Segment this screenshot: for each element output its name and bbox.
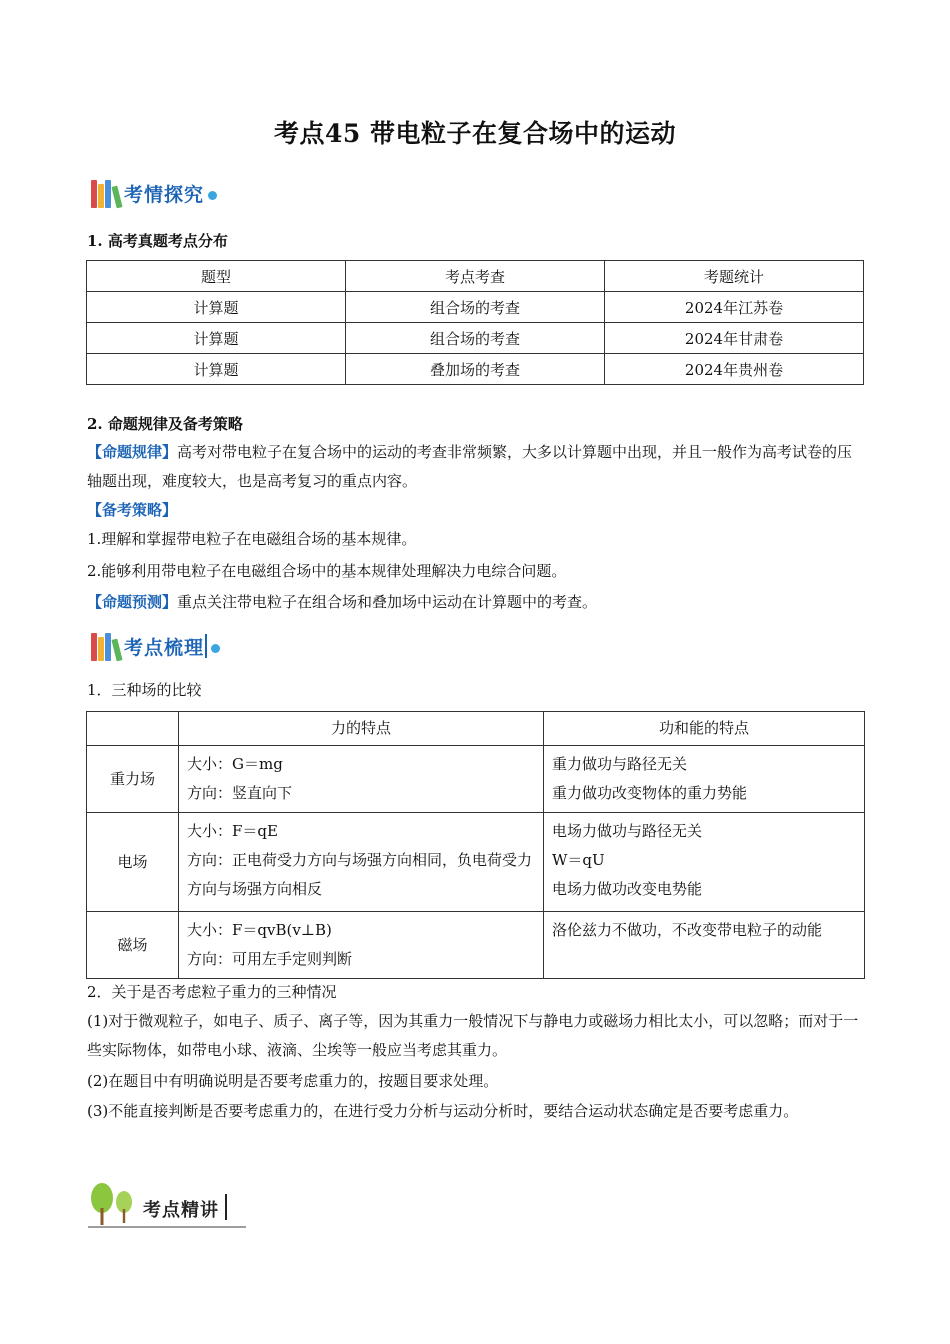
force-line: 大小：G＝mg — [187, 755, 283, 773]
field-name-cell: 电场 — [87, 813, 179, 912]
dot-icon — [208, 191, 217, 200]
header-cell: 力的特点 — [179, 712, 544, 746]
text-cursor — [225, 1194, 227, 1220]
banner-kaoqing-text: 考情探究 — [124, 183, 205, 206]
field-name-cell: 重力场 — [87, 746, 179, 813]
strategy-item: 1.理解和掌握带电粒子在电磁组合场的基本规律。 — [87, 530, 417, 548]
table-row — [87, 354, 864, 385]
banner-kaodian — [91, 629, 220, 663]
table-row — [87, 292, 864, 323]
force-cell — [179, 746, 544, 813]
table-cell: 计算题 — [87, 292, 346, 323]
page-title: 考点45 带电粒子在复合场中的运动 — [274, 119, 676, 148]
predict-paragraph — [87, 588, 867, 617]
table-row — [87, 813, 865, 912]
table-header-row — [87, 712, 865, 746]
header-cell — [87, 712, 179, 746]
rule-tag: 【命题规律】 — [87, 443, 178, 461]
part1-heading: 1．三种场的比较 — [87, 681, 202, 699]
section2-heading: 2. 命题规律及备考策略 — [87, 415, 243, 433]
force-cell — [179, 912, 544, 979]
work-cell — [544, 912, 865, 979]
part2-item: (3)不能直接判断是否要考虑重力的，在进行受力分析与运动分析时，要结合运动状态确定是否要考虑重力。 — [87, 1102, 799, 1120]
work-line: 电场力做功与路径无关 — [552, 822, 703, 840]
part2-heading: 2．关于是否考虑粒子重力的三种情况 — [87, 983, 337, 1001]
part2-item: (2)在题目中有明确说明是否要考虑重力的，按题目要求处理。 — [87, 1072, 499, 1090]
force-line: 大小：F＝qvB(v⊥B) — [187, 921, 332, 939]
banner-underline — [88, 1226, 246, 1228]
header-cell: 功和能的特点 — [544, 712, 865, 746]
force-line: 方向：可用左手定则判断 — [187, 950, 353, 968]
banner-jingjiang-text: 考点精讲 — [143, 1200, 219, 1221]
table-row — [87, 746, 865, 813]
table-cell: 2024年甘肃卷 — [605, 323, 864, 354]
header-cell: 考点考查 — [346, 261, 605, 292]
books-icon — [91, 178, 121, 208]
rule-paragraph — [87, 438, 867, 496]
table-cell: 组合场的考查 — [346, 323, 605, 354]
table-cell: 2024年江苏卷 — [605, 292, 864, 323]
work-line: 重力做功改变物体的重力势能 — [552, 784, 748, 802]
banner-kaodian-text: 考点梳理 — [124, 636, 205, 659]
text-cursor — [205, 634, 207, 658]
force-line: 方向：正电荷受力方向与场强方向相同，负电荷受力方向与场强方向相反 — [187, 851, 533, 898]
books-icon — [91, 631, 121, 661]
predict-text: 重点关注带电粒子在组合场和叠加场中运动在计算题中的考查。 — [177, 593, 598, 611]
dot-icon — [211, 644, 220, 653]
section1-heading: 1. 高考真题考点分布 — [87, 232, 228, 250]
rule-text: 高考对带电粒子在复合场中的运动的考查非常频繁，大多以计算题中出现，并且一般作为高考试卷的压轴题出现，难度较大，也是高考复习的重点内容。 — [87, 443, 853, 490]
force-line: 方向：竖直向下 — [187, 784, 293, 802]
work-line: W＝qU — [552, 851, 605, 869]
banner-kaoqing — [91, 176, 217, 210]
force-line: 大小：F＝qE — [187, 822, 278, 840]
strategy-tag-line — [87, 496, 867, 525]
tree-icon — [88, 1182, 138, 1226]
header-cell: 考题统计 — [605, 261, 864, 292]
work-cell — [544, 813, 865, 912]
predict-tag: 【命题预测】 — [87, 593, 178, 611]
field-name-cell: 磁场 — [87, 912, 179, 979]
table-cell: 计算题 — [87, 354, 346, 385]
work-line: 电场力做功改变电势能 — [552, 880, 703, 898]
table-row — [87, 912, 865, 979]
table-cell: 组合场的考查 — [346, 292, 605, 323]
table-header-row — [87, 261, 864, 292]
force-cell — [179, 813, 544, 912]
field-comparison-table — [86, 711, 865, 979]
table-cell: 2024年贵州卷 — [605, 354, 864, 385]
banner-jingjiang — [88, 1182, 246, 1228]
exam-distribution-table — [86, 260, 864, 385]
work-cell — [544, 746, 865, 813]
table-row — [87, 323, 864, 354]
header-cell: 题型 — [87, 261, 346, 292]
work-line: 重力做功与路径无关 — [552, 755, 688, 773]
strategy-tag: 【备考策略】 — [87, 501, 178, 519]
strategy-item: 2.能够利用带电粒子在电磁组合场中的基本规律处理解决力电综合问题。 — [87, 562, 567, 580]
work-line: 洛伦兹力不做功，不改变带电粒子的动能 — [552, 921, 823, 939]
table-cell: 叠加场的考查 — [346, 354, 605, 385]
table-cell: 计算题 — [87, 323, 346, 354]
part2-item: (1)对于微观粒子，如电子、质子、离子等，因为其重力一般情况下与静电力或磁场力相比太小，可以忽略；而对于一些实际物体，如带电小球、液滴、尘埃等一般应当考虑其重力。 — [87, 1012, 859, 1059]
